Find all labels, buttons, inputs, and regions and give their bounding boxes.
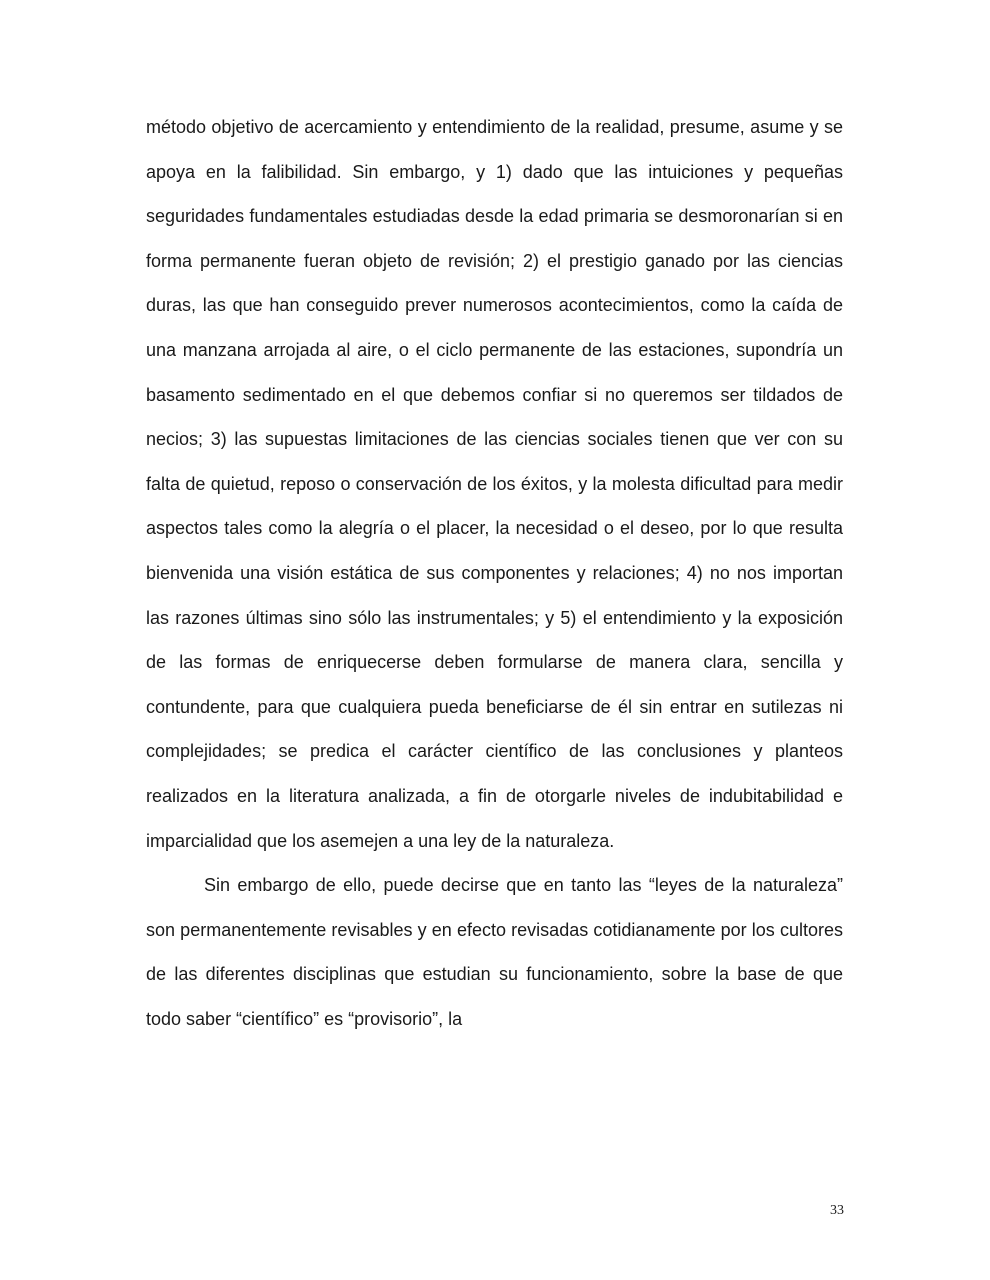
page-number: 33 xyxy=(830,1203,844,1218)
body-text xyxy=(146,105,843,1041)
paragraph-continuation: método objetivo de acercamiento y entendimiento de la realidad, presume, asume y se apoya en la falibilidad. Sin embargo, y 1) dado que las intuiciones y pequeñas seguridades fundamentales estudiadas desde la edad primaria se desmoronarían si en forma permanente fueran objeto de revisión; 2) el prestigio ganado por las ciencias duras, las que han conseguido prever numerosos acontecimientos, como la caída de una manzana arrojada al aire, o el ciclo permanente de las estaciones, supondría un basamento sedimentado en el que debemos confiar si no queremos ser tildados de necios; 3) las supuestas limitaciones de las ciencias sociales tienen que ver con su falta de quietud, reposo o conservación de los éxitos, y la molesta dificultad para medir aspectos tales como la alegría o el placer, la necesidad o el deseo, por lo que resulta bienvenida una visión estática de sus componentes y relaciones; 4) no nos importan las razones últimas sino sólo las instrumentales; y 5) el entendimiento y la exposición de las formas de enriquecerse deben formularse de manera clara, sencilla y contundente, para que cualquiera pueda beneficiarse de él sin entrar en sutilezas ni complejidades; se predica el carácter científico de las conclusiones y planteos realizados en la literatura analizada, a fin de otorgarle niveles de indubitabilidad e imparcialidad que los asemejen a una ley de la naturaleza. xyxy=(146,117,843,851)
paragraph-second: Sin embargo de ello, puede decirse que en tanto las “leyes de la naturaleza” son permanentemente revisables y en efecto revisadas cotidianamente por los cultores de las diferentes disciplinas que estudian su funcionamiento, sobre la base de que todo saber “científico” es “provisorio”, la xyxy=(146,875,843,1029)
